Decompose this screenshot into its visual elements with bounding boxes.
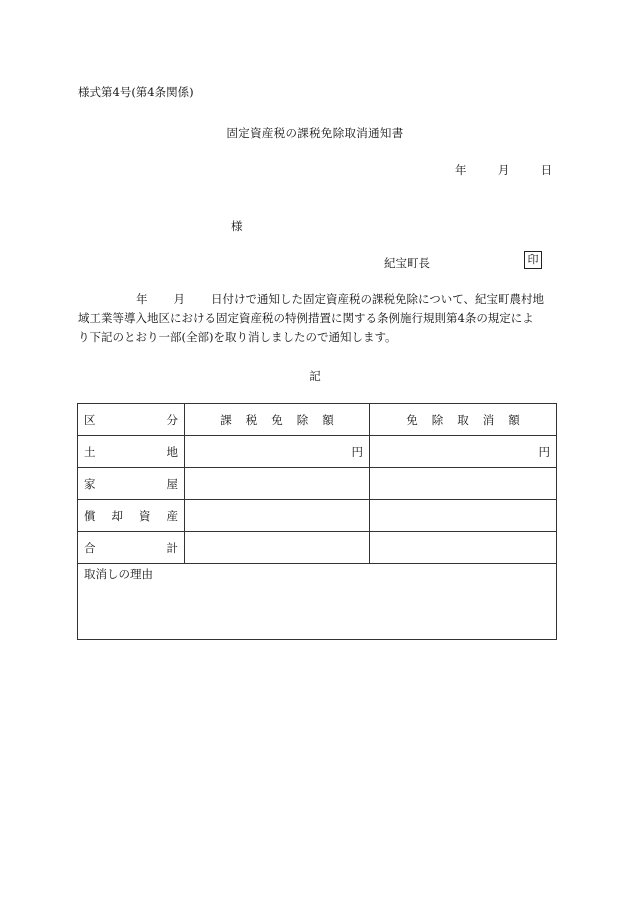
- assets-exempt-amount-cell[interactable]: [185, 500, 370, 532]
- house-exempt-amount-cell[interactable]: [185, 468, 370, 500]
- header-cancel-char: 消: [482, 412, 495, 427]
- header-cancel-char: 免: [406, 412, 418, 427]
- header-exempt-amount: [185, 404, 370, 436]
- note-mark: 記: [309, 369, 321, 383]
- table-header-row: [78, 404, 557, 436]
- row-label-depreciable-assets: [78, 500, 185, 532]
- row-label-total: [78, 532, 185, 564]
- body-line-1: [78, 290, 558, 309]
- header-exempt-char: 税: [245, 412, 258, 427]
- date-month: 月: [497, 163, 510, 177]
- body-text: [78, 290, 558, 347]
- header-category-char: 分: [166, 412, 178, 427]
- table-row-total: [78, 532, 557, 564]
- row-label-char: 屋: [166, 476, 178, 491]
- row-label-char: 産: [166, 508, 178, 523]
- issuer-name: 紀宝町長: [384, 256, 430, 270]
- header-cancel-char: 取: [457, 412, 469, 427]
- reason-cell[interactable]: [78, 564, 557, 640]
- row-label-house: [78, 468, 185, 500]
- body-line-3: り下記のとおり一部(全部)を取り消しましたので通知します。: [78, 330, 397, 344]
- form-number: 様式第4号(第4条関係): [78, 85, 194, 99]
- total-exempt-amount-cell[interactable]: [185, 532, 370, 564]
- row-label-char: 地: [166, 444, 178, 459]
- date-day: 日: [540, 163, 553, 177]
- table-row-house: [78, 468, 557, 500]
- row-label-char: 土: [84, 444, 96, 459]
- total-cancel-amount-cell[interactable]: [370, 532, 557, 564]
- addressee-suffix: 様: [231, 219, 243, 233]
- header-exempt-char: 課: [220, 412, 232, 427]
- row-label-char: 却: [111, 508, 123, 523]
- body-line-1-text: 日付けで通知した固定資産税の課税免除について、紀宝町農村地: [211, 292, 545, 306]
- header-exempt-char: 除: [296, 412, 309, 427]
- row-label-char: 家: [84, 476, 96, 491]
- row-label-char: 資: [139, 508, 151, 523]
- house-cancel-amount-cell[interactable]: [370, 468, 557, 500]
- row-label-char: 計: [166, 540, 178, 555]
- header-exempt-char: 免: [271, 412, 283, 427]
- table-row-depreciable-assets: [78, 500, 557, 532]
- header-cancel-char: 額: [508, 412, 520, 427]
- table-row-land: [78, 436, 557, 468]
- seal-box: 印: [524, 251, 542, 269]
- table-row-reason: [78, 564, 557, 640]
- assets-cancel-amount-cell[interactable]: [370, 500, 557, 532]
- header-exempt-char: 額: [322, 412, 334, 427]
- row-label-land: [78, 436, 185, 468]
- date-line: [455, 162, 552, 178]
- body-line-2: 域工業等導入地区における固定資産税の特例措置に関する条例施行規則第4条の規定によ: [78, 311, 534, 325]
- cancellation-table: [77, 403, 557, 640]
- reason-label: 取消しの理由: [84, 567, 153, 581]
- body-month: 月: [173, 292, 185, 306]
- row-label-char: 償: [84, 508, 96, 523]
- body-year: 年: [136, 292, 148, 306]
- header-cancel-amount: [370, 404, 557, 436]
- header-category: [78, 404, 185, 436]
- land-exempt-amount-cell[interactable]: 円: [185, 436, 370, 468]
- header-cancel-char: 除: [431, 412, 444, 427]
- land-cancel-amount-cell[interactable]: 円: [370, 436, 557, 468]
- header-category-char: 区: [84, 412, 96, 427]
- date-year: 年: [455, 163, 467, 177]
- row-label-char: 合: [84, 540, 96, 555]
- document-title: 固定資産税の課税免除取消通知書: [226, 126, 404, 140]
